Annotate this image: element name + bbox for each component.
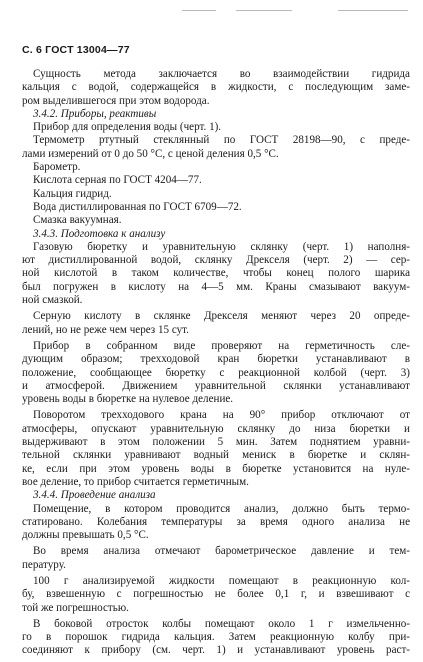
text-line: положение, сообщающее бюретку с реакционной колбой (черт. 3) bbox=[22, 366, 410, 379]
text-line: Барометр. bbox=[33, 161, 81, 174]
text-line: статировано. Колебания температуры за время одного анализа не bbox=[22, 515, 410, 528]
text-line: и атмосферой. Движением уравнительной склянки устанавливают bbox=[22, 379, 410, 392]
text-line: 3.4.2. Приборы, реактивы bbox=[33, 107, 157, 120]
text-line: В боковой отросток колбы помещают около 1 г измельченно- bbox=[33, 617, 410, 630]
text-line: пературу. bbox=[22, 558, 66, 571]
text-line: ют дистиллированной водой, склянку Дрекселя (черт. 2) — сер- bbox=[22, 254, 410, 267]
text-line: 3.4.3. Подготовка к анализу bbox=[33, 227, 166, 240]
text-line: ке, если при этом уровень воды в бюретке установится на нуле- bbox=[22, 462, 410, 475]
text-line: ром выделившегося при этом водорода. bbox=[22, 94, 210, 107]
text-line: атмосферы, опускают уравнительную склянку до низа бюретки и bbox=[22, 422, 410, 435]
text-line: 100 г анализируемой жидкости помещают в реакционную кол- bbox=[33, 574, 410, 587]
text-line: дующим образом; трехходовой кран бюретки устанавливают в bbox=[22, 353, 410, 366]
text-line: Вода дистиллированная по ГОСТ 6709—72. bbox=[33, 200, 242, 213]
text-line: 3.4.4. Проведение анализа bbox=[33, 489, 156, 502]
text-line: уровень воды в бюретке на нулевое деление. bbox=[22, 393, 234, 406]
text-line: выдерживают в этом положении 5 мин. Затем поднятием уравни- bbox=[22, 436, 410, 449]
text-line: лами измерений от 0 до 50 °С, с ценой деления 0,5 °С. bbox=[22, 147, 279, 160]
text-line: тельной склянки уравнивают водный мениск в бюретке и склян- bbox=[22, 449, 410, 462]
top-rule-left bbox=[182, 10, 216, 11]
top-rule-mid bbox=[236, 10, 292, 11]
text-line: бу, взвешенную с погрешностью не более 0,1 г, и взвешивают с bbox=[22, 588, 410, 601]
text-line: лений, но не реже чем через 15 сут. bbox=[22, 323, 189, 336]
page-header: С. 6 ГОСТ 13004—77 bbox=[22, 44, 130, 56]
text-line: Во время анализа отмечают барометрическое давление и тем- bbox=[33, 545, 410, 558]
text-line: го в порошок гидрида кальция. Затем реакционную колбу при- bbox=[22, 631, 410, 644]
text-line: той же погрешностью. bbox=[22, 601, 129, 614]
text-line: Прибор в собранном виде проверяют на герметичность сле- bbox=[33, 339, 410, 352]
text-line: ной смазкой. bbox=[22, 294, 83, 307]
text-line: вое деление, то прибор считается герметичным. bbox=[22, 475, 249, 488]
text-line: должны превышать 0,5 °С. bbox=[22, 529, 149, 542]
text-line: Поворотом трехходового крана на 90° прибор отключают от bbox=[33, 409, 410, 422]
text-line: Кальция гидрид. bbox=[33, 187, 112, 200]
text-line: ной кислотой в таком количестве, чтобы конец полого шарика bbox=[22, 267, 410, 280]
text-line: Газовую бюретку и уравнительную склянку (черт. 1) наполня- bbox=[33, 240, 410, 253]
text-line: Серную кислоту в склянке Дрекселя меняют через 20 опреде- bbox=[33, 310, 410, 323]
text-line: Кислота серная по ГОСТ 4204—77. bbox=[33, 174, 202, 187]
text-line: Термометр ртутный стеклянный по ГОСТ 28198—90, с преде- bbox=[33, 134, 410, 147]
text-line: Смазка вакуумная. bbox=[33, 214, 122, 227]
top-rule-right bbox=[338, 10, 408, 11]
document-body bbox=[22, 68, 410, 658]
text-line: Прибор для определения воды (черт. 1). bbox=[33, 121, 222, 134]
text-line: Сущность метода заключается во взаимодействии гидрида bbox=[33, 68, 410, 80]
text-line: был погружен в кислоту на 4—5 мм. Краны смазывают вакуум- bbox=[22, 280, 410, 293]
text-line: кальция с водой, содержащейся в жидкости, с последующим заме- bbox=[22, 81, 410, 94]
text-line: соединяют к прибору (см. черт. 1) и устанавливают уровень раст- bbox=[22, 644, 410, 657]
text-line: Помещение, в котором проводится анализ, должно быть термо- bbox=[33, 502, 410, 515]
